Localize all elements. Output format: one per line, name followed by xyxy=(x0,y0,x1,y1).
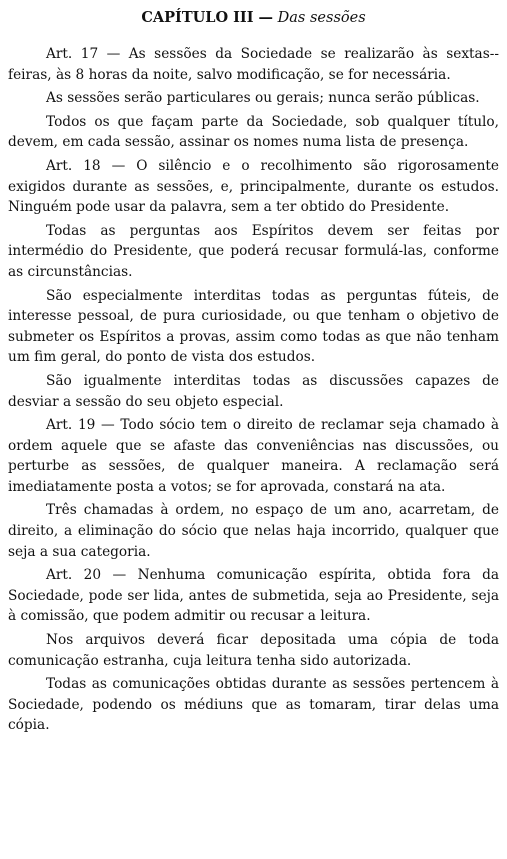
paragraph-three-calls: Três chamadas à ordem, no espaço de um ano, acarretam, de direito, a eliminação do sócio que nelas haja incorrido, qualquer que seja a sua categoria. xyxy=(8,502,499,560)
chapter-number: CAPÍTULO III — xyxy=(141,9,274,26)
paragraph-attendance: Todos os que façam parte da Sociedade, sob qualquer título, devem, em cada sessão, assinar os nomes numa lista de presença. xyxy=(8,113,499,151)
paragraph-art18: Art. 18 — O silêncio e o recolhimento são rigorosamente exigidos durante as sessões, e, principalmente, durante os estudos. Ninguém pode usar da palavra, sem a ter obtido do Presidente. xyxy=(8,157,499,216)
document-page xyxy=(8,0,499,739)
chapter-heading xyxy=(8,8,499,28)
paragraph-art17: Art. 17 — As sessões da Sociedade se realizarão às sextas--feiras, às 8 horas da noite, salvo modificação, se for necessária. xyxy=(8,46,499,83)
chapter-subtitle: Das sessões xyxy=(277,10,366,26)
paragraph-forbidden-discussions: São igualmente interditas todas as discussões capazes de desviar a sessão do seu objeto especial. xyxy=(8,372,499,410)
paragraph-archives: Nos arquivos deverá ficar depositada uma cópia de toda comunicação estranha, cuja leitura tenha sido autorizada. xyxy=(8,632,499,669)
paragraph-forbidden-questions: São especialmente interditas todas as perguntas fúteis, de interesse pessoal, de pura curiosidade, ou que tenham o objetivo de submeter os Espíritos a provas, assim como todas as que não tenham um fim geral, do ponto de vista dos estudos. xyxy=(8,287,499,366)
paragraph-communications: Todas as comunicações obtidas durante as sessões pertencem à Sociedade, podendo os médiuns que as tomaram, tirar delas uma cópia. xyxy=(8,676,499,734)
paragraph-sessions-type: As sessões serão particulares ou gerais; nunca serão públicas. xyxy=(46,90,480,107)
paragraph-questions: Todas as perguntas aos Espíritos devem ser feitas por intermédio do Presidente, que poderá recusar formulá-las, conforme as circunstâncias. xyxy=(8,222,499,280)
paragraph-art20: Art. 20 — Nenhuma comunicação espírita, obtida fora da Sociedade, pode ser lida, antes de submetida, seja ao Presidente, seja à comissão, que podem admitir ou recusar a leitura. xyxy=(8,567,499,625)
paragraph-art19: Art. 19 — Todo sócio tem o direito de reclamar seja chamado à ordem aquele que se afaste das conveniências nas discussões, ou perturbe as sessões, de qualquer maneira. A reclamação será imediatamente posta a votos; se for aprovada, constará na ata. xyxy=(8,417,499,495)
